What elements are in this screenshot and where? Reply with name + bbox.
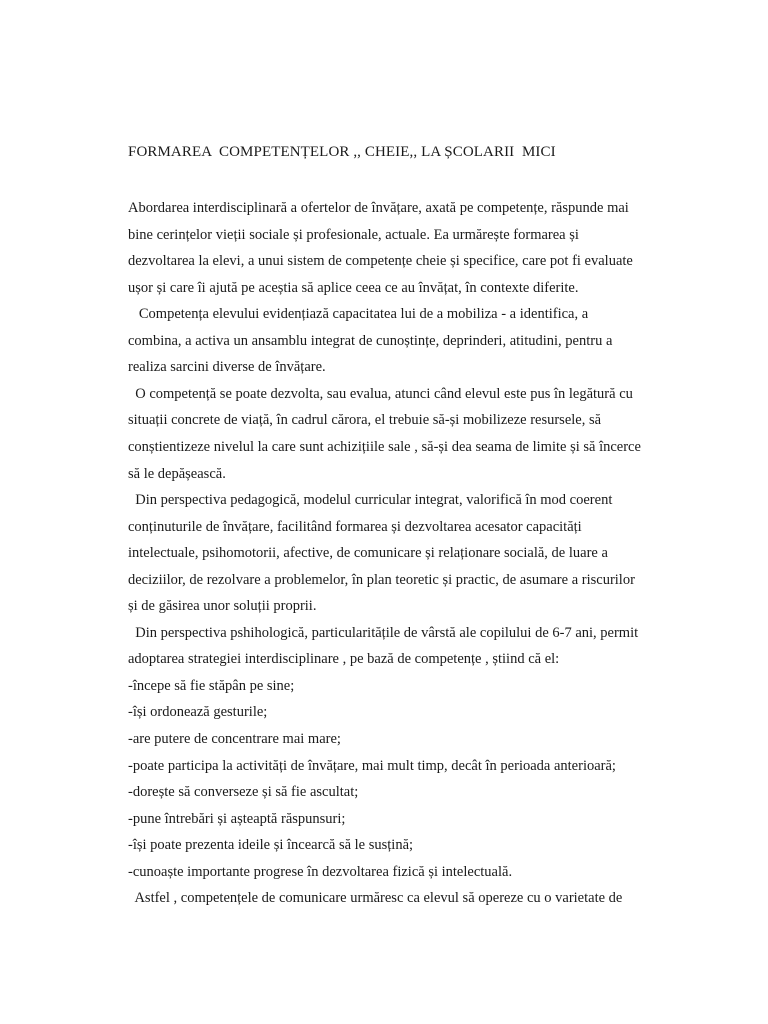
text-line: și de găsirea unor soluții proprii. [128,598,317,615]
text-line: adoptarea strategiei interdisciplinare , pe bază de competențe , știind că el: [128,651,560,668]
text-line: O competență se poate dezvolta, sau evalua, atunci când elevul este pus în legătură cu [128,385,633,402]
text-line: conținuturile de învățare, facilitând formarea și dezvoltarea acesator capacități [128,518,582,535]
text-line: -are putere de concentrare mai mare; [128,731,341,747]
text-line: Competența elevului evidențiază capacitatea lui de a mobiliza - a identifica, a [128,306,589,323]
text-line: Astfel , competențele de comunicare urmăresc ca elevul să opereze cu o varietate de [128,890,623,907]
text-line: -își ordonează gesturile; [128,704,268,721]
text-line: -cunoaște importante progrese în dezvoltarea fizică și intelectuală. [128,863,513,880]
text-line: realiza sarcini diverse de învățare. [128,359,326,376]
text-line: deciziilor, de rezolvare a problemelor, în plan teoretic și practic, de asumare a riscurilor [128,571,635,588]
text-line: -dorește să converseze și să fie ascultat; [128,784,359,801]
text-line: Din perspectiva pshihologică, particularitățile de vârstă ale copilului de 6-7 ani, permit [128,624,639,641]
text-line: ușor și care îi ajută pe aceștia să aplice ceea ce au învățat, în contexte diferite. [128,279,579,296]
text-line: -își poate prezenta ideile și încearcă să le susțină; [128,837,414,854]
text-line: combina, a activa un ansamblu integrat de cunoștințe, deprinderi, atitudini, pentru a [128,332,613,349]
text-line: să le depășească. [128,465,226,482]
text-line: -pune întrebări și așteaptă răspunsuri; [128,810,346,827]
text-line: -poate participa la activități de învățare, mai mult timp, decât în perioada anterioară; [128,757,616,774]
text-line: bine cerințelor vieții sociale și profesionale, actuale. Ea urmărește formarea și [128,226,579,243]
document-title: FORMAREA COMPETENȚELOR ,, CHEIE,, LA ȘCOLARII MICI [128,144,556,160]
text-line: conștientizeze nivelul la care sunt achizițiile sale , să-și dea seama de limite și să încerce [128,438,641,455]
text-line: situații concrete de viață, în cadrul cărora, el trebuie să-și mobilizeze resursele, să [128,412,602,429]
text-line: dezvoltarea la elevi, a unui sistem de competențe cheie și specifice, care pot fi evaluate [128,253,633,270]
text-line: intelectuale, psihomotorii, afective, de comunicare și relaționare socială, de luare a [128,545,608,562]
text-line: Din perspectiva pedagogică, modelul curricular integrat, valorifică în mod coerent [128,492,613,509]
text-line: -începe să fie stăpân pe sine; [128,677,295,694]
text-line: Abordarea interdisciplinară a ofertelor de învățare, axată pe competențe, răspunde mai [128,200,629,216]
